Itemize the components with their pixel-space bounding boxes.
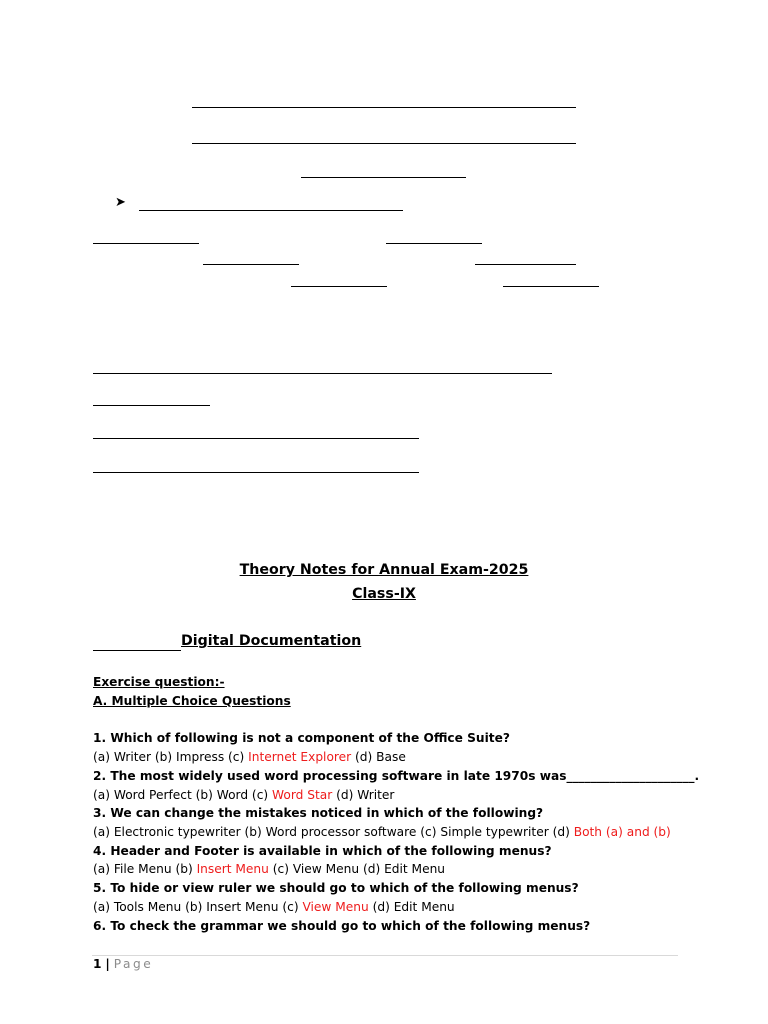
blank-line — [503, 286, 599, 287]
question-6: 6. To check the grammar we should go to which of the following menus? — [93, 919, 591, 933]
answer-1: Internet Explorer — [248, 750, 352, 764]
blank-line — [301, 177, 466, 178]
blank-line — [93, 243, 199, 244]
blank-line — [192, 143, 576, 144]
blank-line — [386, 243, 482, 244]
answer-2: Word Star — [272, 788, 333, 802]
page-label: Page — [113, 957, 154, 971]
question-1: 1. Which of following is not a component of the Office Suite? — [93, 731, 510, 745]
page-number: 1 — [93, 957, 102, 971]
blank-line — [475, 264, 576, 265]
options-1: (a) Writer (b) Impress (c) Internet Explorer (d) Base — [93, 750, 406, 764]
options-2: (a) Word Perfect (b) Word (c) Word Star (d) Writer — [93, 788, 395, 802]
section-title-lead-line — [93, 650, 181, 651]
question-4: 4. Header and Footer is available in which of the following menus? — [93, 844, 552, 858]
question-3: 3. We can change the mistakes noticed in which of the following? — [93, 806, 544, 820]
question-2: 2. The most widely used word processing software in late 1970s was_____________________. — [93, 769, 700, 783]
page-footer — [93, 957, 153, 972]
blank-line — [93, 438, 419, 439]
section-title: Digital Documentation — [181, 633, 362, 649]
blank-line — [139, 210, 403, 211]
blank-line — [93, 472, 419, 473]
blank-line — [203, 264, 299, 265]
blank-line — [93, 373, 552, 374]
options-4: (a) File Menu (b) Insert Menu (c) View Menu (d) Edit Menu — [93, 862, 446, 876]
question-5: 5. To hide or view ruler we should go to which of the following menus? — [93, 881, 579, 895]
blank-line — [192, 107, 576, 108]
answer-5: View Menu — [302, 900, 369, 914]
answer-4: Insert Menu — [196, 862, 269, 876]
options-5: (a) Tools Menu (b) Insert Menu (c) View Menu (d) Edit Menu — [93, 900, 455, 914]
class-heading: Class-IX — [352, 586, 416, 602]
blank-line — [291, 286, 387, 287]
blank-line — [93, 405, 210, 406]
page-title: Theory Notes for Annual Exam-2025 — [239, 562, 529, 578]
footer-divider — [92, 955, 678, 956]
subsection-heading: A. Multiple Choice Questions — [93, 694, 291, 708]
footer-separator: | — [105, 957, 110, 971]
exercise-label: Exercise question:- — [93, 675, 225, 689]
arrow-bullet-icon: ➤ — [115, 195, 126, 210]
options-3: (a) Electronic typewriter (b) Word processor software (c) Simple typewriter (d) Both (a) and (b) — [93, 825, 671, 839]
answer-3: Both (a) and (b) — [573, 825, 671, 839]
